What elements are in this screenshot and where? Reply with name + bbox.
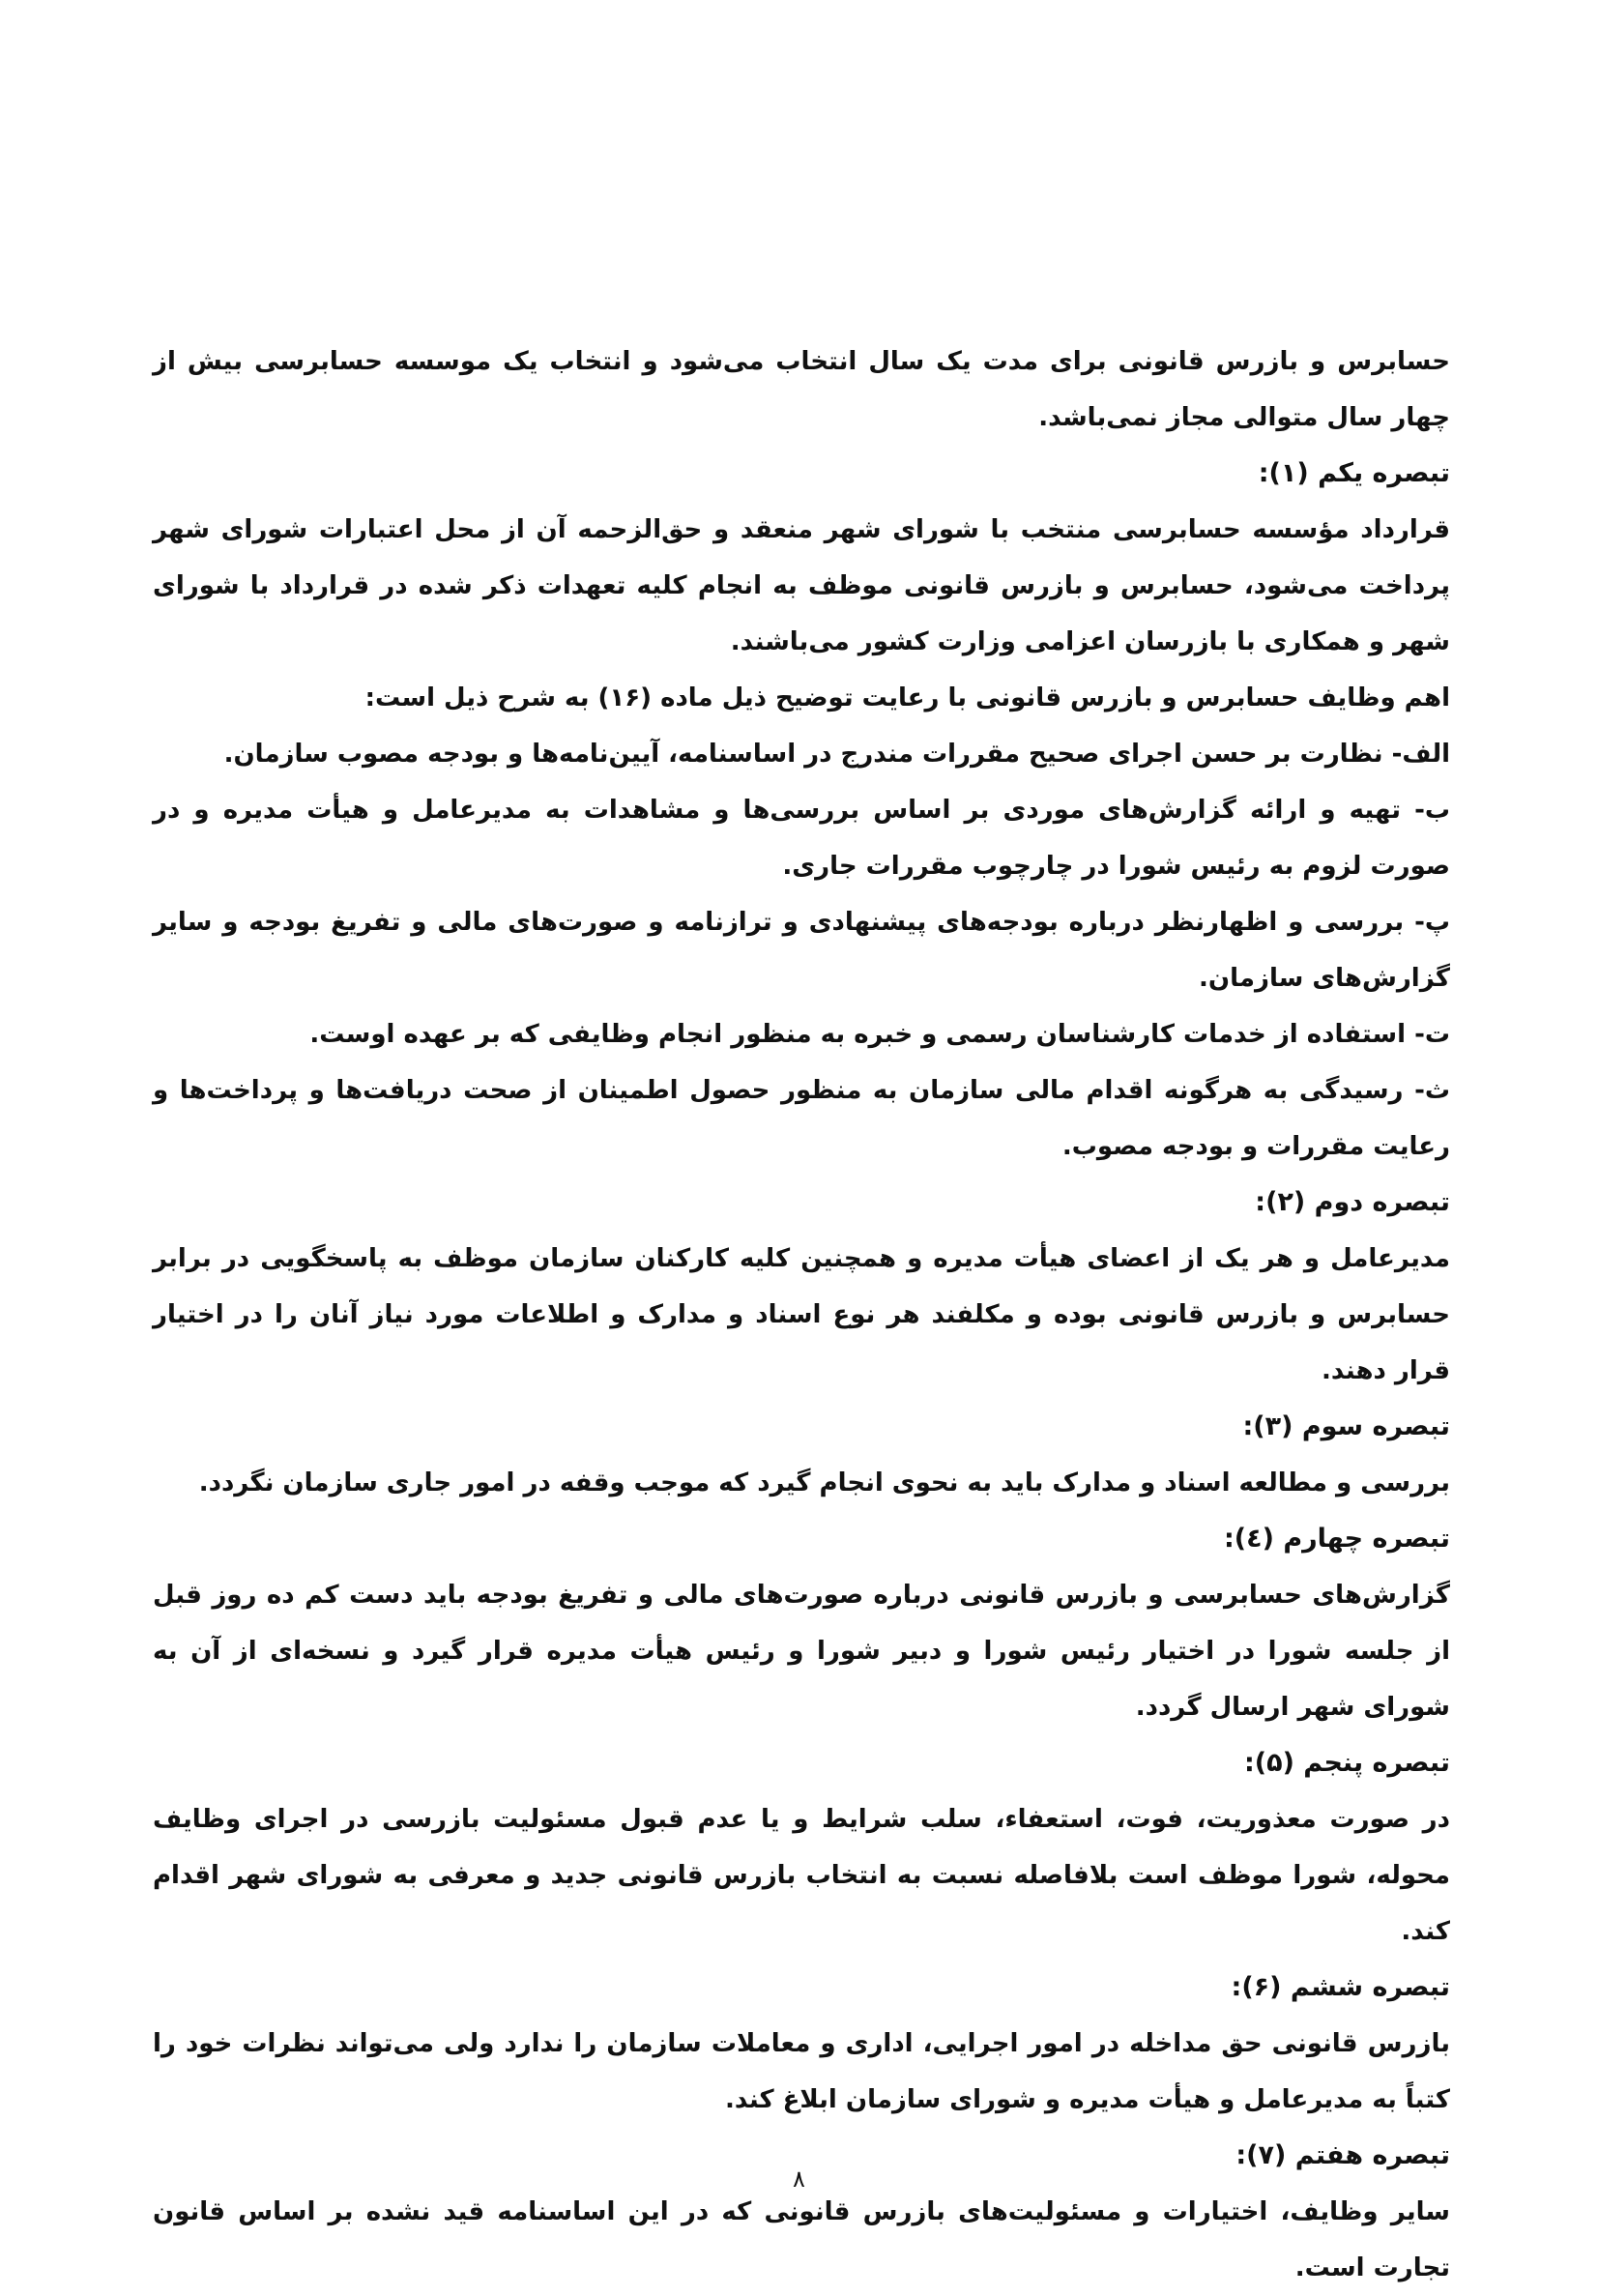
paragraph-other-duties: سایر وظایف، اختیارات و مسئولیت‌های بازرس قانونی که در این اساسنامه قید نشده بر اساس قانون تجارت است.	[153, 2197, 1450, 2282]
paragraph-duties-intro: اهم وظایف حسابرس و بازرس قانونی با رعایت توضیح ذیل ماده (۱۶) به شرح ذیل است:	[364, 683, 1450, 712]
list-item-be: ب- تهیه و ارائه گزارش‌های موردی بر اساس بررسی‌ها و مشاهدات به مدیرعامل و هیأت مدیره و در صورت لزوم به رئیس شورا در چارچوب مقررات جاری.	[153, 796, 1450, 881]
paragraph-auditor-term: حسابرس و بازرس قانونی برای مدت یک سال انتخاب می‌شود و انتخاب یک موسسه حسابرسی بیش از چهار سال متوالی مجاز نمی‌باشد.	[153, 347, 1450, 432]
list-item-pe: پ- بررسی و اظهارنظر درباره بودجه‌های پیشنهادی و ترازنامه و صورت‌های مالی و تفریغ بودجه و سایر گزارش‌های سازمان.	[153, 908, 1450, 993]
paragraph-review: بررسی و مطالعه اسناد و مدارک باید به نحوی انجام گیرد که موجب وقفه در امور جاری سازمان نگردد.	[198, 1468, 1450, 1497]
heading-note-1: تبصره یکم (۱):	[1258, 458, 1450, 488]
heading-note-3: تبصره سوم (۳):	[1242, 1411, 1450, 1441]
paragraph-replacement: در صورت معذوریت، فوت، استعفاء، سلب شرایط و یا عدم قبول مسئولیت بازرسی در اجرای وظایف محوله، شورا موظف است بلافاصله نسبت به انتخاب بازرس قانونی جدید و معرفی به شورای شهر اقدام کند.	[153, 1805, 1450, 1946]
paragraph-no-interference: بازرس قانونی حق مداخله در امور اجرایی، اداری و معاملات سازمان را ندارد ولی می‌تواند نظرات خود را کتباً به مدیرعامل و هیأت مدیره و شورای سازمان ابلاغ کند.	[153, 2029, 1450, 2114]
list-item-te: ت- استفاده از خدمات کارشناسان رسمی و خبره به منظور انجام وظایفی که بر عهده اوست.	[309, 1020, 1450, 1049]
page-number: ۸	[793, 2165, 805, 2193]
heading-note-6: تبصره ششم (۶):	[1231, 1972, 1450, 2002]
heading-note-5: تبصره پنجم (۵):	[1243, 1748, 1450, 1778]
document-body	[153, 334, 1450, 2296]
heading-note-4: تبصره چهارم (٤):	[1223, 1524, 1450, 1554]
list-item-alef: الف- نظارت بر حسن اجرای صحیح مقررات مندرج در اساسنامه، آیین‌نامه‌ها و بودجه مصوب سازمان.	[223, 740, 1450, 769]
paragraph-reports: گزارش‌های حسابرسی و بازرس قانونی درباره صورت‌های مالی و تفریغ بودجه باید دست کم ده روز قبل از جلسه شورا در اختیار رئیس شورا و دبیر شورا و رئیس هیأت مدیره قرار گیرد و نسخه‌ای از آن به شورای شهر ارسال گردد.	[153, 1581, 1450, 1722]
list-item-se: ث- رسیدگی به هرگونه اقدام مالی سازمان به منظور حصول اطمینان از صحت دریافت‌ها و پرداخت‌ها و رعایت مقررات و بودجه مصوب.	[153, 1076, 1450, 1161]
paragraph-accountability: مدیرعامل و هر یک از اعضای هیأت مدیره و همچنین کلیه کارکنان سازمان موظف به پاسخگویی در برابر حسابرس و بازرس قانونی بوده و مکلفند هر نوع اسناد و مدارک و اطلاعات مورد نیاز آنان را در اختیار قرار دهند.	[153, 1244, 1450, 1385]
heading-note-7: تبصره هفتم (۷):	[1235, 2140, 1450, 2170]
heading-note-2: تبصره دوم (۲):	[1255, 1187, 1450, 1217]
paragraph-contract: قرارداد مؤسسه حسابرسی منتخب با شورای شهر منعقد و حق‌الزحمه آن از محل اعتبارات شورای شهر پرداخت می‌شود، حسابرس و بازرس قانونی موظف به انجام کلیه تعهدات ذکر شده در قرارداد با شورای شهر و همکاری با بازرسان اعزامی وزارت کشور می‌باشند.	[153, 515, 1450, 656]
